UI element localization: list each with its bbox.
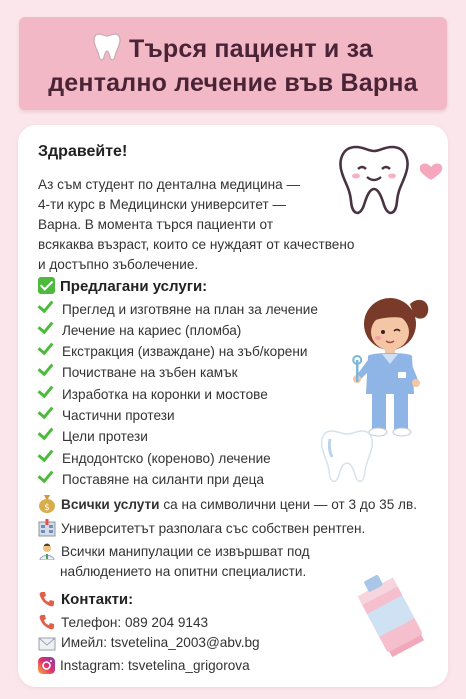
service-item: Екстракция (изваждане) на зъб/корени <box>38 340 307 360</box>
service-item: Цели протези <box>38 425 148 445</box>
instagram-line <box>38 657 250 677</box>
checkmark-icon <box>38 297 54 314</box>
intro-line: и достъпно зъболечение. <box>38 257 199 272</box>
hospital-icon <box>38 519 56 543</box>
envelope-icon <box>38 637 56 654</box>
intro-line: Аз съм студент по дентална медицина — <box>38 177 301 192</box>
instagram-handle[interactable]: Instagram: tsvetelina_grigorova <box>60 658 250 673</box>
services-title: Предлагани услуги: <box>60 278 208 295</box>
checkmark-icon <box>38 403 54 420</box>
prices-bold: Всички услути <box>61 497 160 512</box>
email-line <box>38 635 260 654</box>
tooth-icon <box>93 32 121 69</box>
service-item: Почистване на зъбен камък <box>38 361 238 381</box>
svg-text:$: $ <box>44 503 50 513</box>
checkmark-icon <box>38 446 54 463</box>
phone-icon <box>38 590 56 612</box>
phone-icon <box>38 613 56 634</box>
xray-line <box>38 519 365 543</box>
service-item: Лечение на кариес (пломба) <box>38 319 241 339</box>
checkmark-icon <box>38 424 54 441</box>
service-item: Частични протези <box>38 404 175 424</box>
contacts-heading <box>38 590 133 612</box>
check-box-icon <box>38 277 55 294</box>
page-title-line-2: дентално лечение във Варна <box>48 69 418 97</box>
smiling-tooth-illustration <box>336 139 446 234</box>
greeting: Здравейте! <box>38 143 128 160</box>
intro-line: всякаква възраст, които се нуждаят от качествено <box>38 237 355 252</box>
doctor-icon <box>38 542 56 566</box>
service-item: Поставяне на силанти при деца <box>38 468 264 488</box>
dentist-girl-illustration <box>348 290 438 445</box>
small-tooth-illustration <box>318 425 378 500</box>
checkmark-icon <box>38 339 54 356</box>
checkmark-icon <box>38 360 54 377</box>
checkmark-icon <box>38 318 54 335</box>
instagram-icon <box>38 657 55 677</box>
service-item: Ендодонтско (кореново) лечение <box>38 447 271 467</box>
title-banner <box>19 17 447 110</box>
service-item: Преглед и изготвяне на план за лечение <box>38 298 318 318</box>
phone-line <box>38 613 208 634</box>
prices-rest: са на символични цени — от 3 до 35 лв. <box>159 497 417 512</box>
contacts-title: Контакти: <box>61 591 134 608</box>
checkmark-icon <box>38 382 54 399</box>
checkmark-icon <box>38 467 54 484</box>
prices-line <box>38 493 417 519</box>
title-text-1: Търся пациент и за <box>128 35 374 63</box>
page-title-line-1 <box>19 32 447 69</box>
content-card <box>18 125 448 687</box>
service-item: Изработка на коронки и мостове <box>38 383 268 403</box>
intro-line: Варна. В момента търся пациенти от <box>38 217 274 232</box>
services-heading <box>38 277 207 295</box>
xray-text: Университетът разполага със собствен рентген. <box>61 521 366 536</box>
supervision-text-1: Всички манипулации се извършват под <box>61 544 310 559</box>
email-address[interactable]: Имейл: tsvetelina_2003@abv.bg <box>61 635 260 650</box>
toothpaste-illustration <box>353 568 438 668</box>
phone-number[interactable]: Телефон: 089 204 9143 <box>61 615 209 630</box>
supervision-line-2: наблюдението на опитни специалисти. <box>60 564 307 579</box>
money-bag-icon <box>38 493 56 519</box>
intro-line: 4-ти курс в Медицински университет — <box>38 197 287 212</box>
